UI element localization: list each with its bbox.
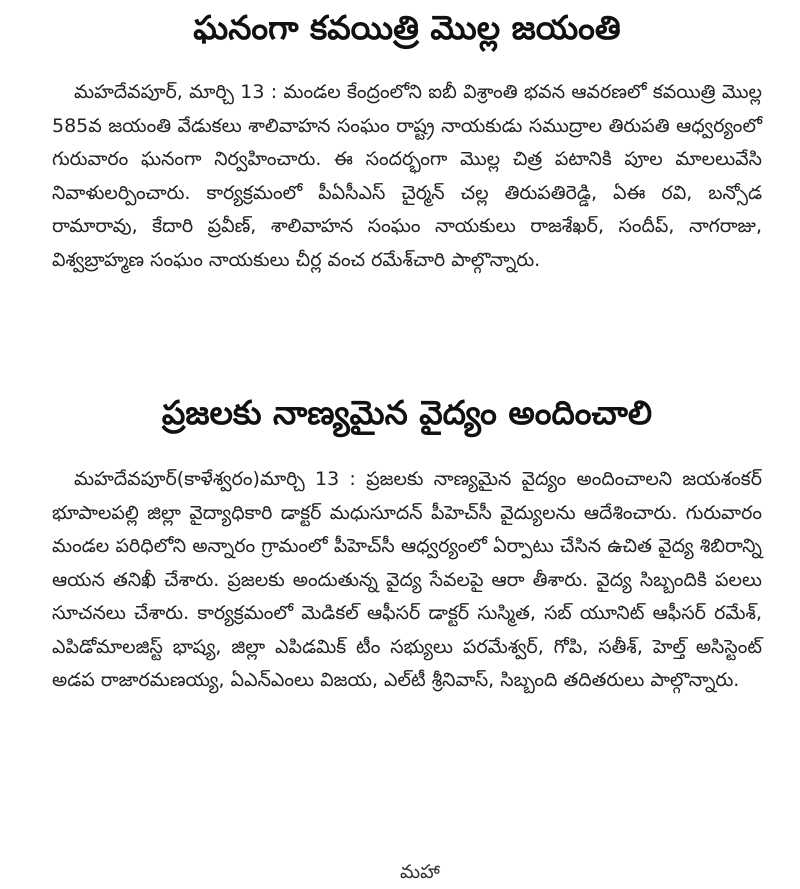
article-2-headline: ప్రజలకు నాణ్యమైన వైద్యం అందించాలి: [161, 393, 653, 432]
article-mulla-jayanthi: [52, 8, 762, 277]
article-quality-medical-care: [52, 393, 762, 698]
next-article-fragment: మహా: [400, 861, 440, 883]
article-1-body: మహదేవపూర్, మార్చి 13 : మండల కేంద్రంలోని ఐబీ విశ్రాంతి భవన ఆవరణలో కవయిత్రి మొల్ల 585వ జయంతి వేడుకలు శాలివాహన సంఘం రాష్ట్ర నాయకుడు సముద్రాల తిరుపతి ఆధ్వర్యంలో గురువారం ఘనంగా నిర్వహించారు. ఈ సందర్భంగా మొల్ల చిత్ర పటానికి పూల మాలలువేసి నివాళులర్పించారు. కార్యక్రమంలో పీఏసీఎస్ చైర్మన్ చల్ల తిరుపతిరెడ్డి, ఏఈ రవి, బన్సోడ రామారావు, కేదారి ప్రవీణ్, శాలివాహన సంఘం నాయకులు రాజశేఖర్, సందీప్, నాగరాజు, విశ్వబ్రాహ్మణ సంఘం నాయకులు చీర్ల వంచ రమేశ్‌చారి పాల్గొన్నారు.: [52, 81, 762, 271]
article-1-headline: ఘనంగా కవయిత్రి మొల్ల జయంతి: [193, 8, 621, 47]
article-2-body: మహదేవపూర్(కాళేశ్వరం)మార్చి 13 : ప్రజలకు నాణ్యమైన వైద్యం అందించాలని జయశంకర్ భూపాలపల్లి జిల్లా వైద్యాధికారి డాక్టర్ మధుసూదన్ పీహెచ్‌సీ వైద్యులను ఆదేశించారు. గురువారం మండల పరిధిలోని అన్నారం గ్రామంలో పీహెచ్‌సీ ఆధ్వర్యంలో ఏర్పాటు చేసిన ఉచిత వైద్య శిబిరాన్ని ఆయన తనిఖీ చేశారు. ప్రజలకు అందుతున్న వైద్య సేవలపై ఆరా తీశారు. వైద్య సిబ్బందికి పలలు సూచనలు చేశారు. కార్యక్రమంలో మెడికల్ ఆఫీసర్ డాక్టర్ సుస్మిత, సబ్ యూనిట్ ఆఫీసర్ రమేశ్, ఎపిడోమాలజిస్ట్ భాష్య, జిల్లా ఎపిడమిక్ టీం సభ్యులు పరమేశ్వర్, గోపి, సతీశ్, హెల్త్ అసిస్టెంట్ అడప రాజారమణయ్య, ఏఎన్‌ఎంలు విజయ, ఎల్‌టీ శ్రీనివాస్, సిబ్బంది తదితరులు పాల్గొన్నారు.: [52, 468, 762, 691]
